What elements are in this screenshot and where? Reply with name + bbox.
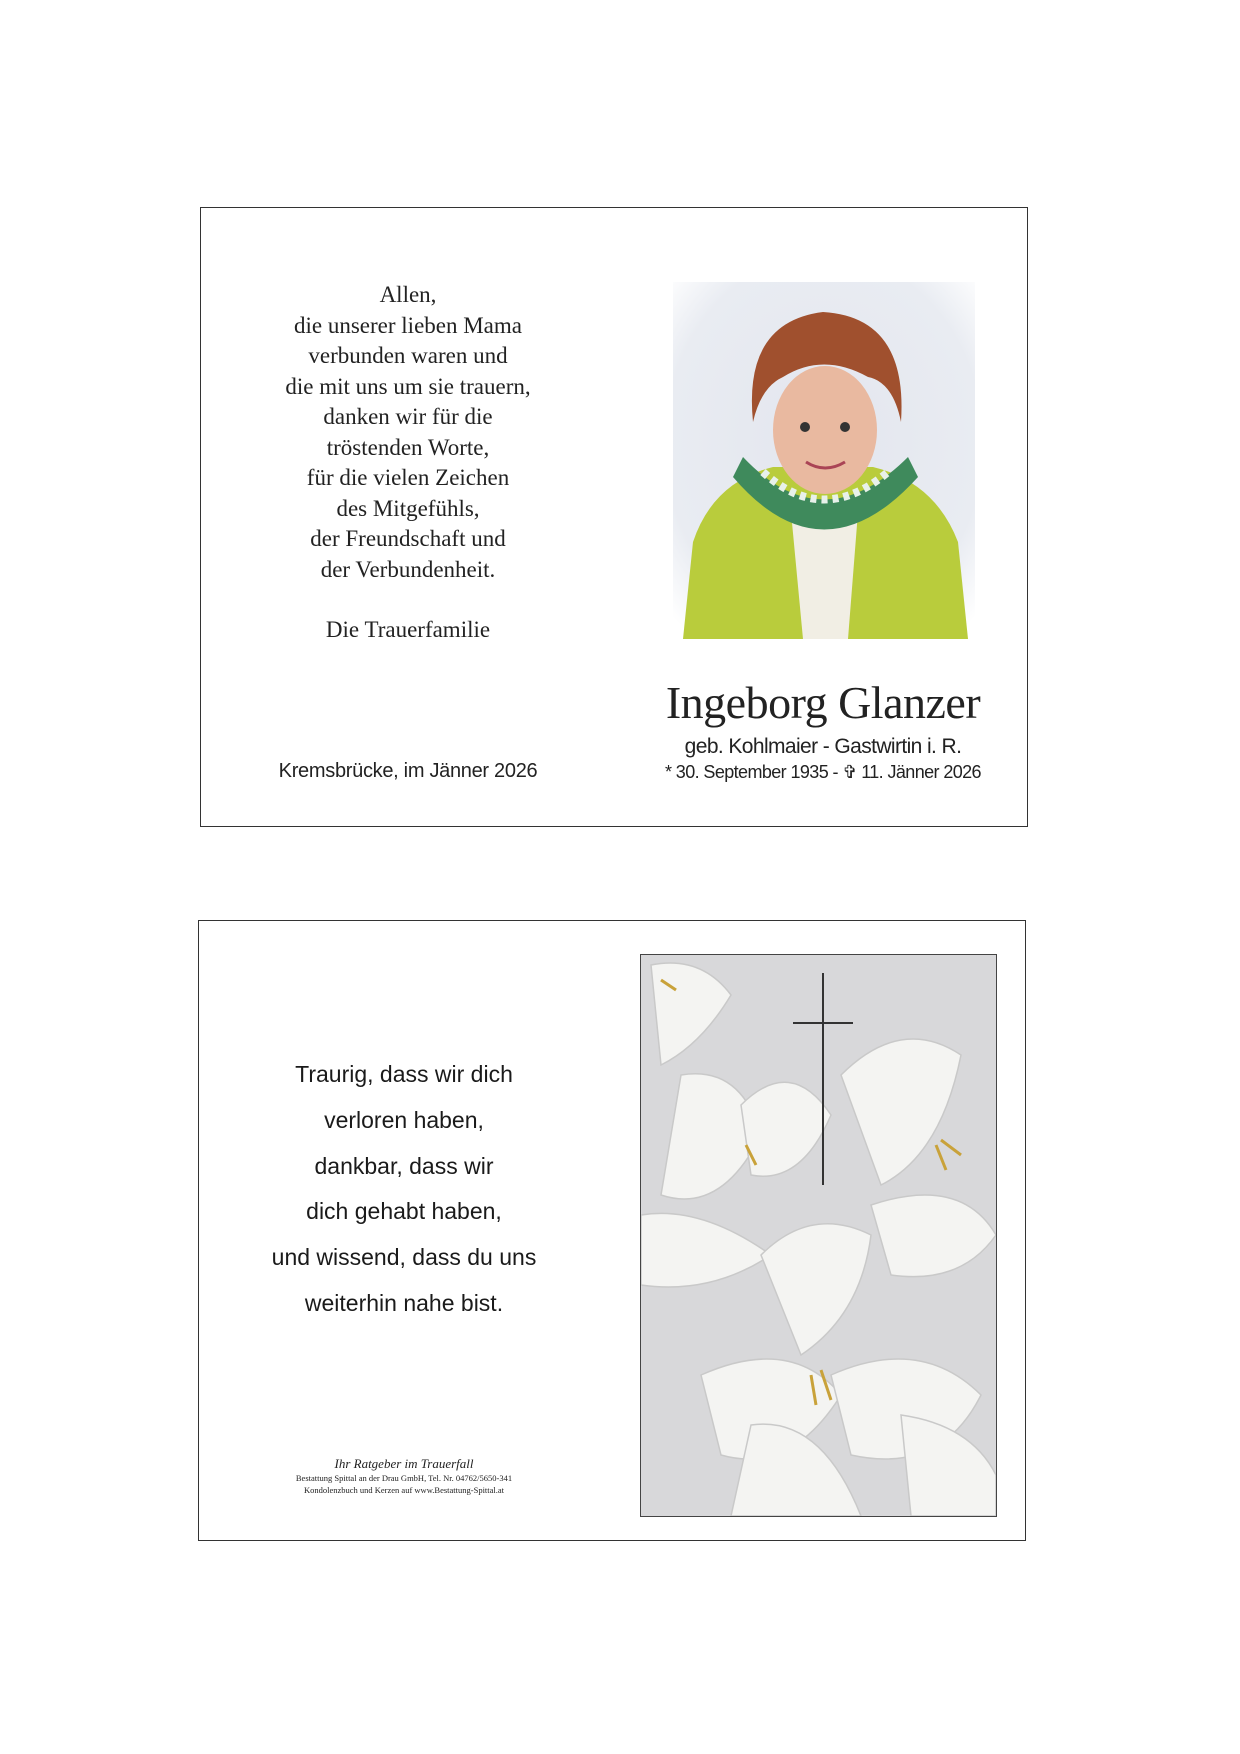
memorial-poem: [199, 1052, 609, 1327]
poem-line: verloren haben,: [324, 1106, 484, 1133]
poem-line: die unserer lieben Mama: [294, 312, 522, 338]
poem-line: tröstenden Worte,: [326, 434, 490, 460]
poem-line: danken wir für die: [323, 404, 493, 429]
lily-cross-image: [640, 954, 997, 1517]
place-date: Kremsbrücke, im Jänner 2026: [278, 760, 538, 782]
poem-line: weiterhin nahe bist.: [304, 1289, 504, 1316]
thank-you-poem: [201, 280, 615, 646]
poem-line: verbunden waren und: [308, 343, 508, 368]
front-card: [200, 207, 1028, 827]
undertaker-website: Kondolenzbuch und Kerzen auf www.Bestattung-Spittal.at: [303, 1485, 505, 1495]
birth-death-dates: * 30. September 1935 - ✞ 11. Jänner 2026: [665, 762, 981, 782]
poem-line: und wissend, dass du uns: [271, 1244, 537, 1271]
portrait-photo: [673, 282, 975, 639]
undertaker-contact: Bestattung Spittal an der Drau GmbH, Tel. Nr. 04762/5650-341: [295, 1473, 513, 1483]
signature: Die Trauerfamilie: [325, 617, 491, 642]
poem-line: dankbar, dass wir: [314, 1152, 494, 1179]
undertaker-slogan: Ihr Ratgeber im Trauerfall: [334, 1456, 474, 1471]
poem-line: der Freundschaft und: [310, 526, 506, 551]
poem-line: dich gehabt haben,: [306, 1198, 502, 1225]
poem-line: Traurig, dass wir dich: [295, 1061, 513, 1087]
undertaker-info: [199, 1456, 609, 1496]
deceased-name: Ingeborg Glanzer: [665, 677, 981, 728]
poem-line: des Mitgefühls,: [336, 495, 480, 521]
back-card: [198, 920, 1026, 1541]
poem-line: die mit uns um sie trauern,: [285, 373, 531, 399]
poem-line: Allen,: [379, 282, 437, 307]
poem-line: der Verbundenheit.: [320, 556, 496, 582]
maiden-name-occupation: geb. Kohlmaier - Gastwirtin i. R.: [684, 735, 962, 758]
poem-line: für die vielen Zeichen: [306, 465, 510, 490]
